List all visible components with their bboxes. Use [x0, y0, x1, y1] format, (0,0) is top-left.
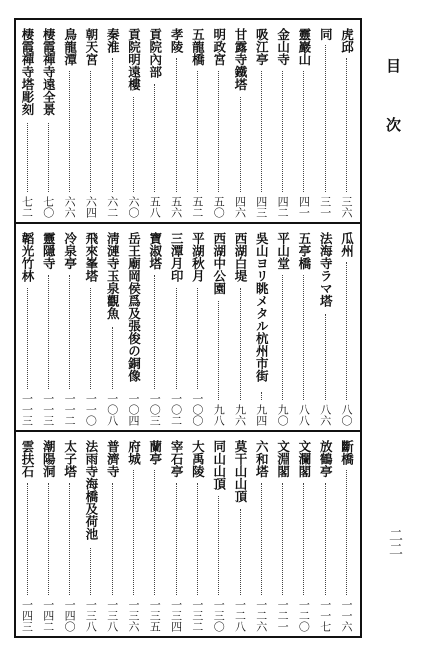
- toc-entry-title: 秦淮: [105, 28, 121, 53]
- toc-entry-page: 九四: [254, 404, 268, 426]
- toc-entry-leader: [261, 483, 262, 595]
- toc-entry-leader: [90, 71, 91, 192]
- toc-entry-leader: [69, 483, 70, 595]
- toc-entry-leader: [197, 288, 198, 389]
- toc-entry-title: 雲扶石: [20, 440, 35, 478]
- toc-entry-page: 一二六: [254, 599, 268, 632]
- toc-entry-leader: [197, 71, 198, 192]
- toc-entry-leader: [282, 71, 283, 192]
- toc-entry-title: 五亭橋: [296, 232, 312, 270]
- toc-entry-title: 明政宮: [211, 28, 227, 66]
- toc-entry-title: 西湖中公園: [211, 232, 227, 295]
- toc-entry-page: 九六: [233, 404, 247, 426]
- toc-entry-leader: [176, 483, 177, 595]
- page-folio: 二二: [387, 528, 403, 556]
- toc-entry-page: 八〇: [340, 404, 353, 426]
- page-header-title: 目次: [384, 58, 402, 176]
- toc-entry-page: 一一六: [340, 599, 353, 632]
- toc-entry-title: 潮陽洞: [41, 440, 57, 478]
- toc-entry-page: 五六: [169, 196, 183, 218]
- toc-entry-page: 一三〇: [212, 599, 226, 632]
- toc-entry-page: 一〇八: [105, 393, 119, 426]
- toc-entry-page: 六四: [84, 196, 98, 218]
- toc-entry-leader: [176, 288, 177, 389]
- toc-entry-page: 五〇: [212, 196, 226, 218]
- toc-entry-leader: [240, 509, 241, 595]
- toc-entry-title: 韜光竹林: [20, 232, 35, 282]
- toc-entry-title: 朝天宮: [83, 28, 99, 66]
- toc-entry-leader: [303, 71, 304, 192]
- toc-entry-page: 八八: [297, 404, 311, 426]
- toc-entry-title: 吸江亭: [254, 28, 270, 66]
- toc-entry-title: 吳山ヨリ眺メタル杭州市街: [254, 232, 270, 382]
- section-divider: [14, 222, 362, 224]
- toc-entry-page: 四六: [233, 196, 247, 218]
- toc-entry-leader: [282, 275, 283, 400]
- toc-entry-title: 文瀾閣: [296, 440, 312, 478]
- toc-entry-title: 寶淑塔: [147, 232, 163, 270]
- toc-entry-leader: [325, 45, 326, 192]
- toc-entry-leader: [48, 275, 49, 389]
- toc-entry-page: 一一三: [41, 393, 55, 426]
- toc-entry-leader: [69, 275, 70, 389]
- toc-entry-title: 甘露寺鐵塔: [233, 28, 248, 91]
- toc-entry-title: 法海寺ラマ塔: [318, 232, 334, 307]
- toc-entry-page: 八六: [318, 404, 332, 426]
- toc-entry-title: 貢院明遠樓: [126, 28, 142, 91]
- toc-entry-page: 一一七: [318, 599, 332, 632]
- toc-entry-leader: [27, 123, 28, 192]
- toc-entry-page: 四一: [297, 196, 311, 218]
- toc-entry-leader: [325, 314, 326, 400]
- toc-entry-title: 平湖秋月: [190, 232, 206, 282]
- toc-entry-title: 同: [318, 28, 334, 41]
- toc-entry-leader: [48, 123, 49, 192]
- toc-entry-page: 一〇四: [127, 393, 140, 426]
- toc-entry-leader: [303, 483, 304, 595]
- toc-entry-page: 一三六: [127, 599, 140, 632]
- toc-entry-page: 六二: [105, 196, 119, 218]
- toc-entry-leader: [133, 470, 134, 595]
- toc-entry-title: 平山堂: [275, 232, 291, 270]
- toc-entry-leader: [176, 58, 177, 192]
- toc-entry-title: 岳王廟岡侯爲及張俊の銅像: [126, 232, 142, 382]
- toc-entry-title: 斷橋: [339, 440, 355, 465]
- section-divider: [14, 430, 362, 432]
- toc-entry-leader: [346, 470, 347, 595]
- toc-entry-page: 一二一: [276, 599, 290, 632]
- toc-entry-title: 棲霞禪寺塔彫刻: [20, 28, 35, 116]
- toc-entry-leader: [154, 275, 155, 389]
- toc-entry-page: 一三二: [190, 599, 204, 632]
- toc-entry-page: 七二: [20, 196, 34, 218]
- toc-entry-title: 飛來峯塔: [83, 232, 99, 282]
- toc-entry-page: 一二八: [233, 599, 247, 632]
- toc-entry-leader: [154, 470, 155, 595]
- toc-frame: [14, 18, 362, 638]
- toc-entry-page: 一〇〇: [190, 393, 204, 426]
- toc-entry-page: 七〇: [41, 196, 55, 218]
- toc-entry-title: 法雨寺海橋及荷池: [83, 440, 99, 540]
- toc-entry-leader: [154, 84, 155, 192]
- toc-entry-title: 莫干山山頂: [233, 440, 248, 503]
- toc-entry-page: 四二: [276, 196, 290, 218]
- toc-entry-title: 瓜州: [339, 232, 355, 257]
- toc-entry-page: 三六: [340, 196, 353, 218]
- toc-entry-title: 太子塔: [62, 440, 78, 478]
- toc-entry-title: 淸漣寺玉泉觀魚: [105, 232, 121, 320]
- toc-entry-title: 棲霞禪寺遠全景: [41, 28, 57, 116]
- toc-entry-leader: [218, 301, 219, 400]
- toc-entry-title: 普濟寺: [105, 440, 121, 478]
- toc-entry-title: 蘭亭: [147, 440, 163, 465]
- toc-entry-page: 九〇: [276, 404, 290, 426]
- toc-entry-page: 一三四: [169, 599, 183, 632]
- toc-entry-leader: [282, 483, 283, 595]
- toc-entry-title: 冷泉亭: [62, 232, 78, 270]
- toc-entry-title: 鳥龍潭: [62, 28, 78, 66]
- toc-entry-leader: [325, 483, 326, 595]
- toc-entry-title: 宰石亭: [169, 440, 185, 478]
- toc-entry-title: 府城: [126, 440, 142, 465]
- toc-entry-page: 一一〇: [84, 393, 98, 426]
- toc-entry-title: 貢院內部: [147, 28, 163, 78]
- toc-entry-leader: [27, 483, 28, 595]
- toc-entry-page: 五二: [190, 196, 204, 218]
- toc-entry-title: 靈隱寺: [41, 232, 57, 270]
- toc-entry-page: 一一二: [63, 393, 77, 426]
- toc-entry-leader: [48, 483, 49, 595]
- toc-entry-leader: [90, 288, 91, 389]
- toc-entry-title: 同山山頂: [211, 440, 227, 490]
- toc-entry-page: 一一三: [20, 393, 34, 426]
- toc-entry-page: 五八: [148, 196, 162, 218]
- toc-entry-page: 一三八: [84, 599, 98, 632]
- toc-entry-title: 虎邱: [339, 28, 355, 53]
- toc-entry-leader: [90, 548, 91, 595]
- toc-entry-page: 一四〇: [63, 599, 77, 632]
- toc-entry-leader: [261, 392, 262, 400]
- toc-entry-leader: [346, 58, 347, 192]
- toc-entry-page: 一〇二: [169, 393, 183, 426]
- toc-entry-leader: [240, 288, 241, 400]
- toc-entry-leader: [303, 275, 304, 400]
- toc-entry-leader: [218, 496, 219, 595]
- toc-entry-title: 金山寺: [275, 28, 291, 66]
- toc-entry-page: 四三: [254, 196, 268, 218]
- toc-entry-leader: [197, 483, 198, 595]
- toc-entry-page: 一四二: [41, 599, 55, 632]
- toc-entry-page: 一三五: [148, 599, 162, 632]
- toc-entry-title: 西湖白堤: [233, 232, 248, 282]
- toc-entry-page: 九八: [212, 404, 226, 426]
- toc-entry-page: 三一: [318, 196, 332, 218]
- toc-entry-page: 六〇: [127, 196, 140, 218]
- toc-entry-title: 放鶴亭: [318, 440, 334, 478]
- toc-entry-leader: [261, 71, 262, 192]
- toc-entry-leader: [112, 483, 113, 595]
- toc-entry-title: 六和塔: [254, 440, 270, 478]
- toc-entry-page: 一三八: [105, 599, 119, 632]
- toc-entry-title: 孝陵: [169, 28, 185, 53]
- toc-entry-leader: [346, 262, 347, 400]
- toc-entry-page: 一二〇: [297, 599, 311, 632]
- toc-entry-leader: [218, 71, 219, 192]
- toc-entry-leader: [112, 327, 113, 389]
- toc-entry-leader: [112, 58, 113, 192]
- toc-entry-title: 大禹陵: [190, 440, 206, 478]
- toc-entry-page: 一〇三: [148, 393, 162, 426]
- toc-entry-title: 文淵閣: [275, 440, 291, 478]
- toc-entry-page: 一四三: [20, 599, 34, 632]
- toc-entry-leader: [240, 97, 241, 192]
- toc-entry-leader: [133, 97, 134, 192]
- toc-entry-title: 五龍橋: [190, 28, 206, 66]
- toc-entry-title: 三潭月印: [169, 232, 185, 282]
- toc-entry-title: 靈巖山: [296, 28, 312, 66]
- toc-entry-leader: [27, 288, 28, 389]
- toc-entry-leader: [69, 71, 70, 192]
- toc-entry-page: 六六: [63, 196, 77, 218]
